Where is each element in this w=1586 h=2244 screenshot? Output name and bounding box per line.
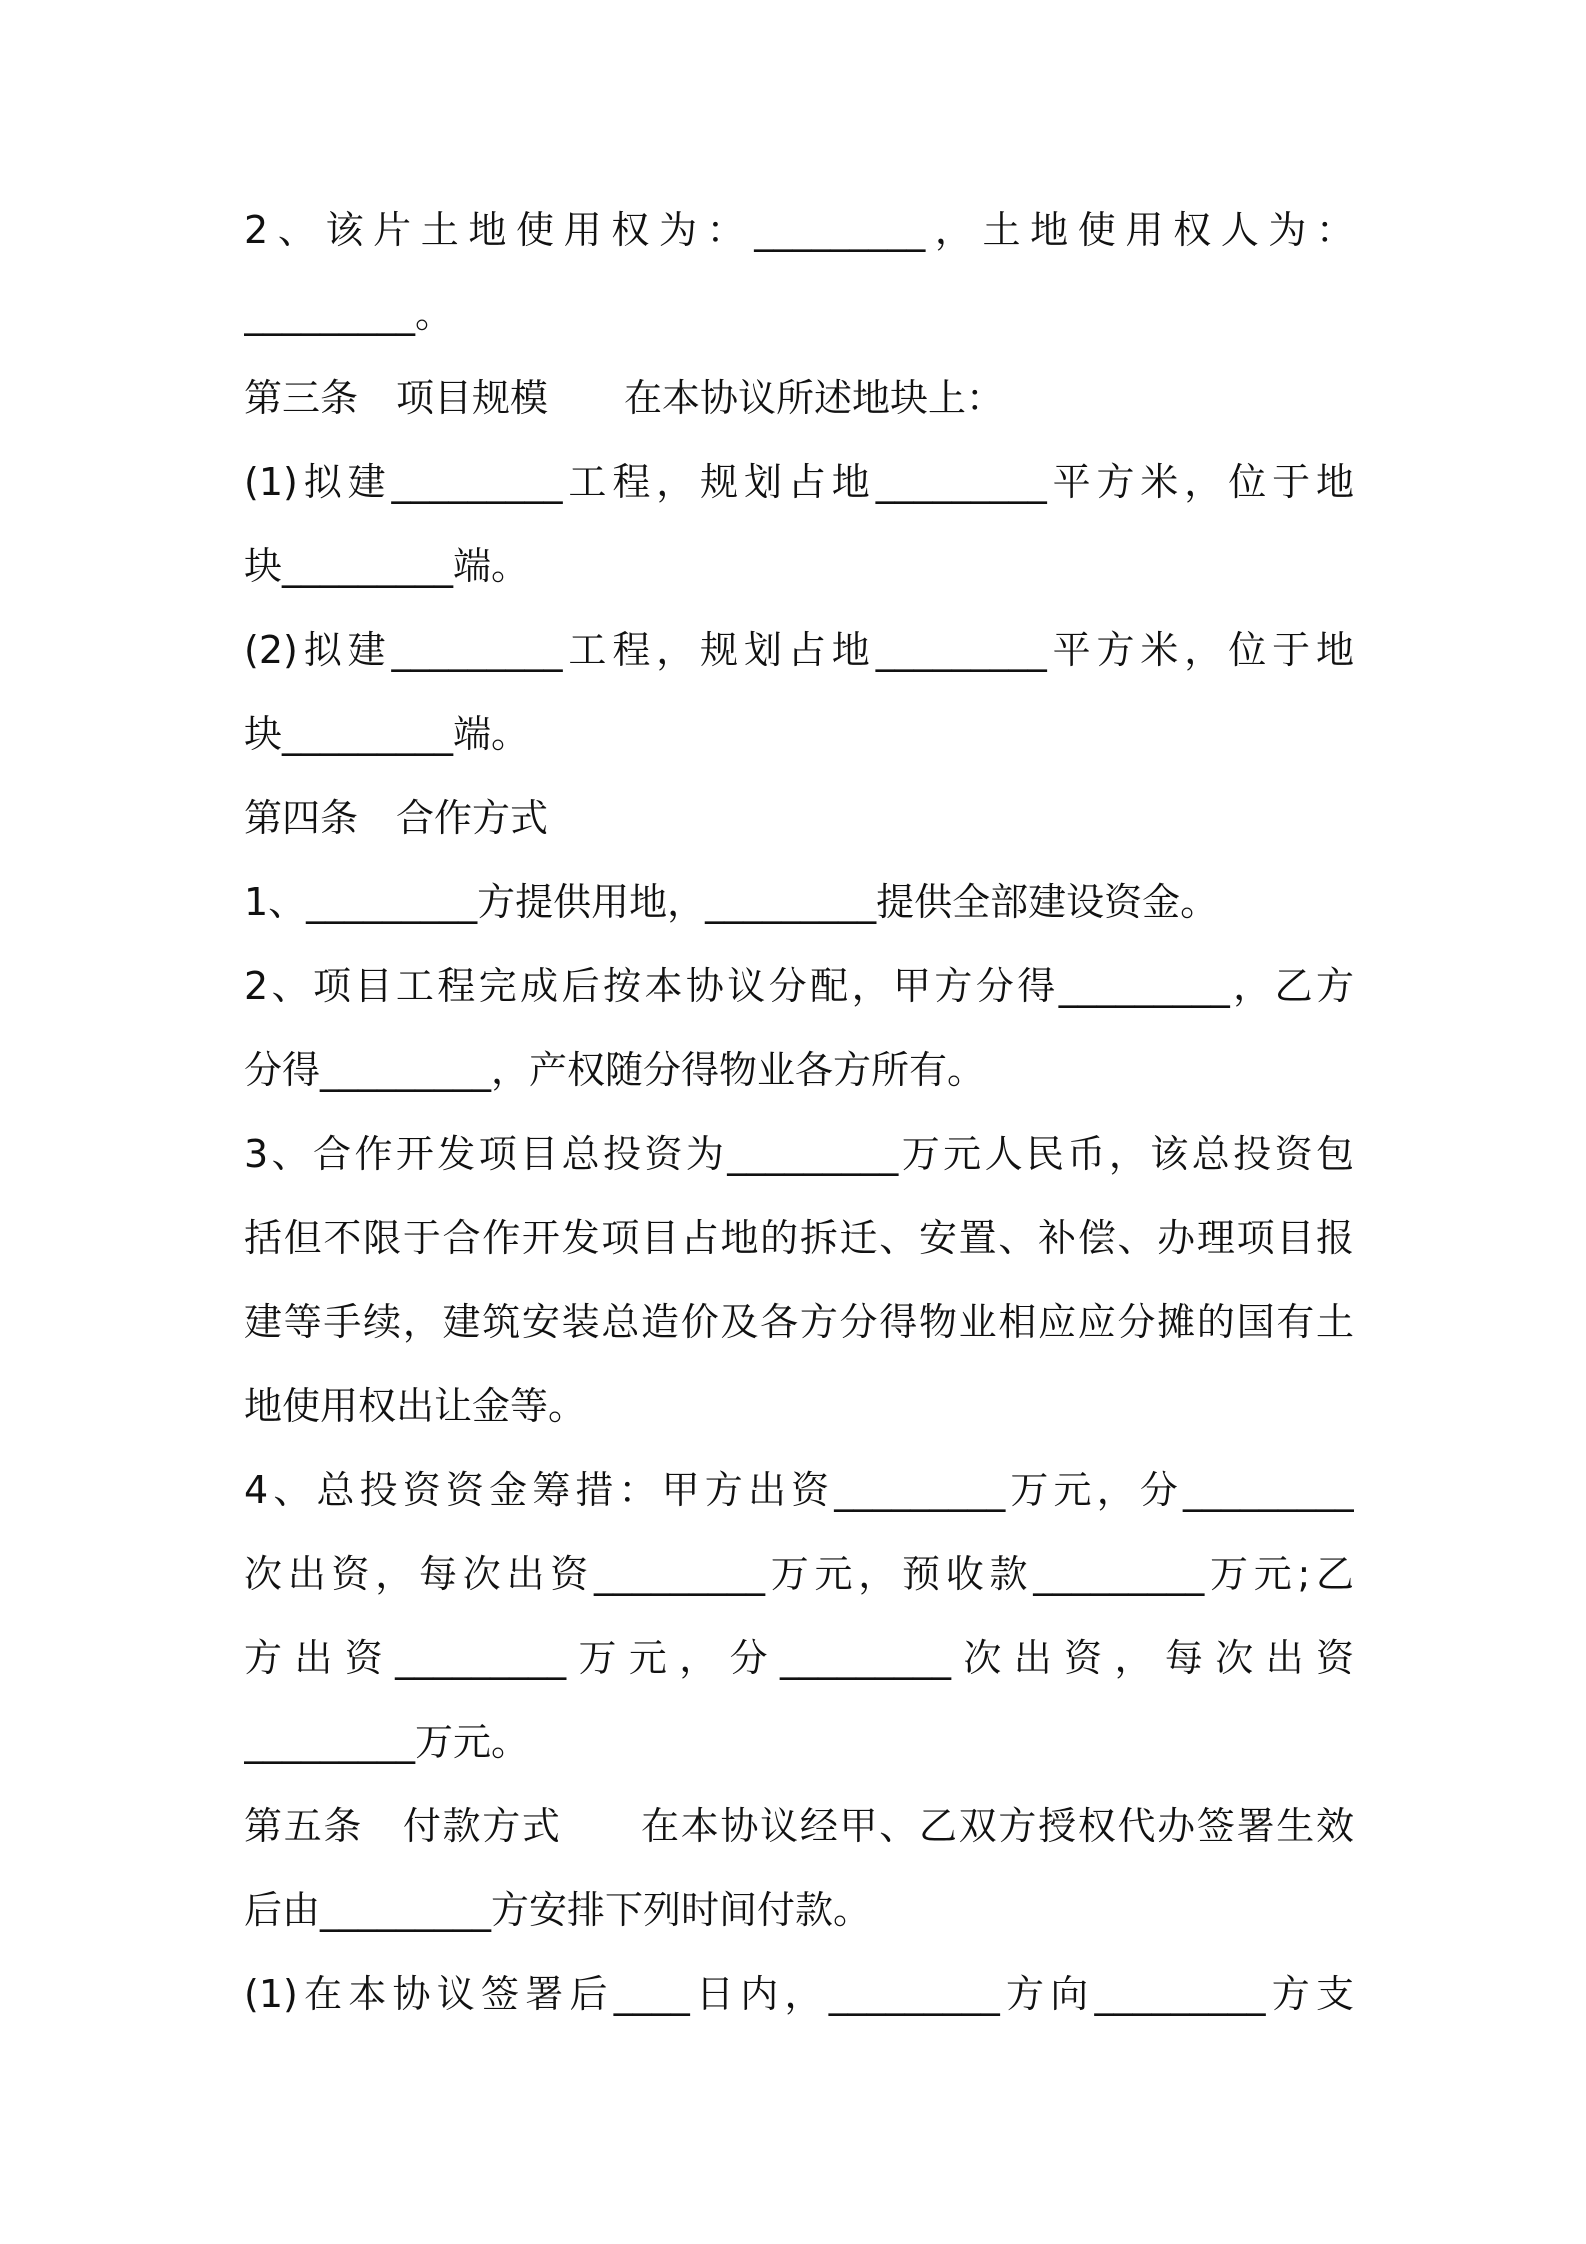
text-line: (1)在本协议签署后____日内，_________方向_________方支 <box>244 1972 1354 2016</box>
text-line: 4、总投资资金筹措：甲方出资_________万元，分_________ <box>244 1468 1354 1512</box>
text-line: 地使用权出让金等。 <box>244 1384 587 1428</box>
article-heading: 第四条 合作方式 <box>244 796 549 840</box>
text-line: _________万元。 <box>244 1720 530 1764</box>
text-line: 分得_________，产权随分得物业各方所有。 <box>244 1048 986 1092</box>
text-line: 次出资，每次出资_________万元，预收款_________万元;乙 <box>244 1552 1354 1596</box>
article-heading: 第三条 项目规模 在本协议所述地块上： <box>244 376 1005 420</box>
text-line: 块_________端。 <box>244 712 530 756</box>
text-line: 块_________端。 <box>244 544 530 588</box>
text-line: _________。 <box>244 292 454 336</box>
text-line: 3、合作开发项目总投资为_________万元人民币，该总投资包 <box>244 1132 1354 1176</box>
text-line: 括但不限于合作开发项目占地的拆迁、安置、补偿、办理项目报 <box>244 1216 1354 1260</box>
text-line: 2、项目工程完成后按本协议分配，甲方分得_________，乙方 <box>244 964 1354 1008</box>
text-line: 1、_________方提供用地，_________提供全部建设资金。 <box>244 880 1219 924</box>
text-line: 2、该片土地使用权为：_________，土地使用权人为： <box>244 208 1354 252</box>
article-heading: 第五条 付款方式 在本协议经甲、乙双方授权代办签署生效 <box>244 1804 1354 1848</box>
text-line: (2)拟建_________工程，规划占地_________平方米，位于地 <box>244 628 1354 672</box>
text-line: 建等手续，建筑安装总造价及各方分得物业相应应分摊的国有土 <box>244 1300 1354 1344</box>
text-line: (1)拟建_________工程，规划占地_________平方米，位于地 <box>244 460 1354 504</box>
text-line: 方出资_________万元，分_________次出资，每次出资 <box>244 1636 1354 1680</box>
text-line: 后由_________方安排下列时间付款。 <box>244 1888 872 1932</box>
